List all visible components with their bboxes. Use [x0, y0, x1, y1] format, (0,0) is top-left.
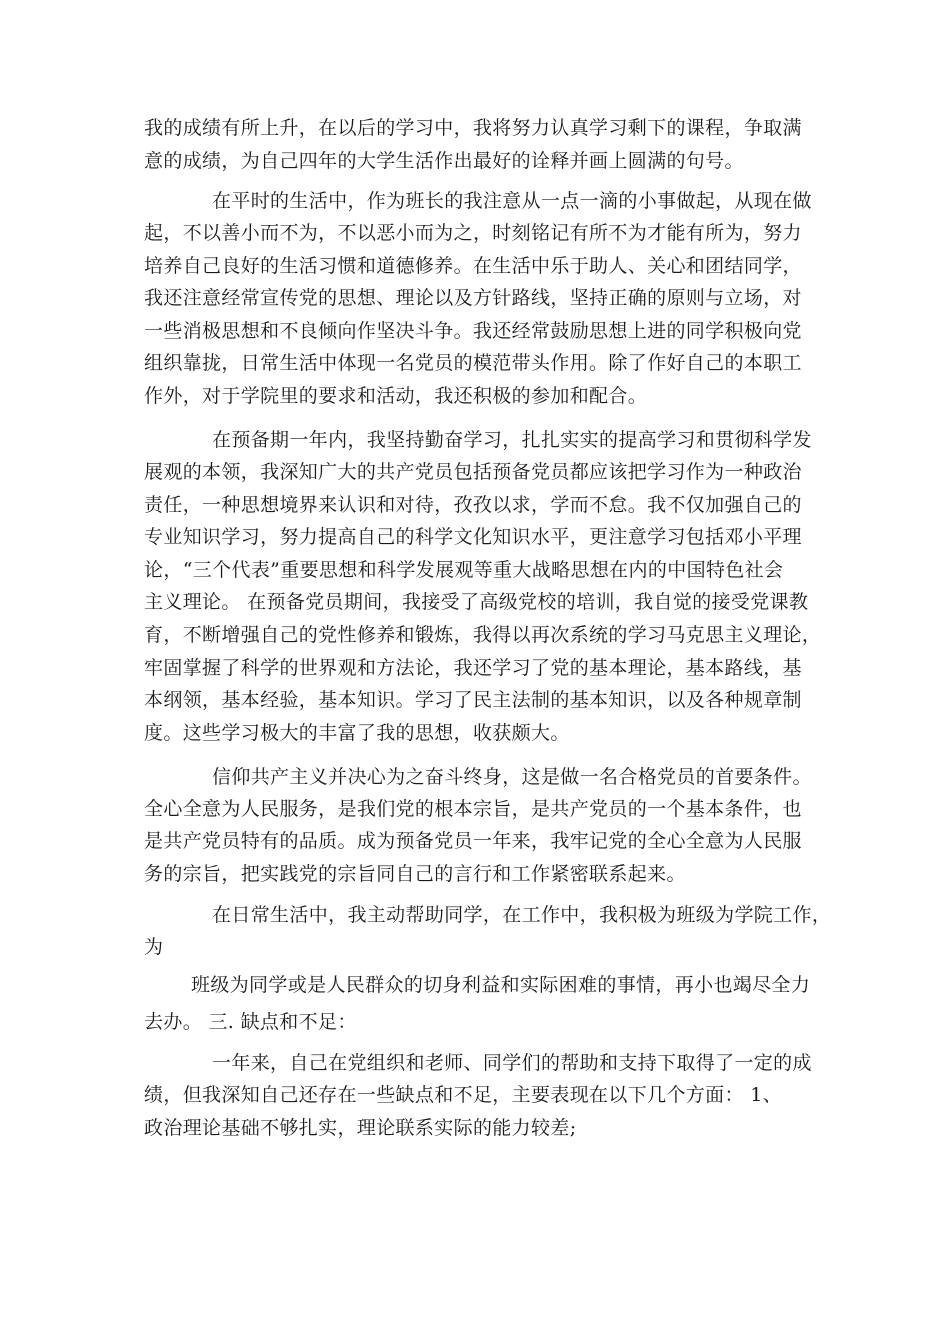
text-line: 班级为同学或是人民群众的切身利益和实际困难的事情，再小也竭尽全力 — [191, 974, 811, 996]
text-line: 牢固掌握了科学的世界观和方法论，我还学习了党的基本理论，基本路线，基 — [144, 657, 802, 679]
text-line: 一年来，自己在党组织和老师、同学们的帮助和支持下取得了一定的成 — [212, 1052, 812, 1074]
text-line: 作外，对于学院里的要求和活动，我还积极的参加和配合。 — [144, 385, 648, 407]
text-line: 为 — [144, 936, 164, 958]
text-line: 主义理论。 在预备党员期间，我接受了高级党校的培训，我自觉的接受党课教 — [144, 591, 809, 613]
text-line: 是共产党员特有的品质。成为预备党员一年来，我牢记党的全心全意为人民服 — [144, 830, 802, 852]
text-line: 展观的本领，我深知广大的共产党员包括预备党员都应该把学习作为一种政治 — [144, 461, 802, 483]
text-line: 务的宗旨，把实践党的宗旨同自己的言行和工作紧密联系起来。 — [144, 863, 686, 885]
text-line: 论，“三个代表”重要思想和科学发展观等重大战略思想在内的中国特色社会 — [144, 559, 784, 581]
text-line: 培养自己良好的生活习惯和道德修养。在生活中乐于助人、关心和团结同学， — [144, 255, 802, 277]
text-line: 专业知识学习，努力提高自己的科学文化知识水平，更注意学习包括邓小平理 — [144, 526, 802, 548]
text-line: 在日常生活中，我主动帮助同学，在工作中，我积极为班级为学院工作， — [212, 904, 832, 926]
text-line: 我的成绩有所上升，在以后的学习中，我将努力认真学习剩下的课程，争取满 — [144, 117, 802, 139]
text-line: 一些消极思想和不良倾向作坚决斗争。我还经常鼓励思想上进的同学积极向党 — [144, 320, 802, 342]
text-line: 育，不断增强自己的党性修养和锻炼，我得以再次系统的学习马克思主义理论， — [144, 624, 822, 646]
text-line: 意的成绩，为自己四年的大学生活作出最好的诠释并画上圆满的句号。 — [144, 150, 744, 172]
text-line: 责任，一种思想境界来认识和对待，孜孜以求，学而不怠。我不仅加强自己的 — [144, 494, 802, 516]
text-line: 本纲领，基本经验，基本知识。学习了民主法制的基本知识，以及各种规章制 — [144, 689, 802, 711]
text-line: 信仰共产主义并决心为之奋斗终身，这是做一名合格党员的首要条件。 — [212, 766, 812, 788]
text-line: 政治理论基础不够扎实，理论联系实际的能力较差; — [144, 1117, 577, 1139]
text-line: 绩，但我深知自己还存在一些缺点和不足，主要表现在以下几个方面： 1、 — [144, 1084, 783, 1106]
text-line: 度。这些学习极大的丰富了我的思想，收获颇大。 — [144, 722, 570, 744]
text-line: 在预备期一年内，我坚持勤奋学习，扎扎实实的提高学习和贯彻科学发 — [212, 429, 812, 451]
text-line: 我还注意经常宣传党的思想、理论以及方针路线，坚持正确的原则与立场，对 — [144, 287, 802, 309]
text-line: 去办。 三. 缺点和不足： — [144, 1011, 357, 1033]
text-line: 组织靠拢，日常生活中体现一名党员的模范带头作用。除了作好自己的本职工 — [144, 352, 802, 374]
text-line: 全心全意为人民服务，是我们党的根本宗旨，是共产党员的一个基本条件，也 — [144, 798, 802, 820]
text-line: 在平时的生活中，作为班长的我注意从一点一滴的小事做起，从现在做 — [212, 190, 812, 212]
text-line: 起，不以善小而不为，不以恶小而为之，时刻铭记有所不为才能有所为，努力 — [144, 222, 802, 244]
